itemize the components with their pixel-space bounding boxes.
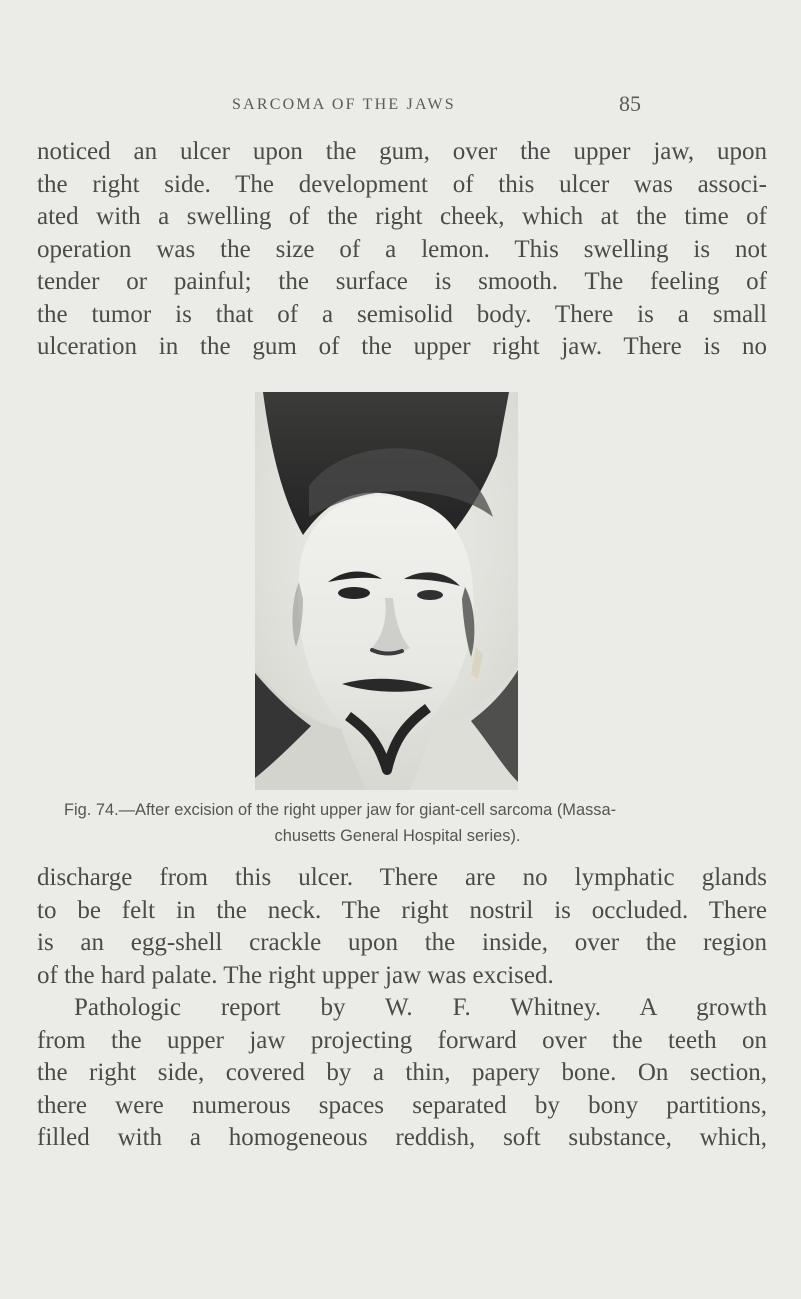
body-paragraph-bottom	[37, 862, 767, 1155]
text-line: there were numerous spaces separated by bony partitions,	[37, 1091, 767, 1119]
text-line: filled with a homogeneous reddish, soft substance, which,	[37, 1124, 767, 1151]
figure-caption	[64, 797, 731, 849]
right-eye	[417, 590, 443, 600]
running-head	[0, 91, 801, 120]
caption-line: chusetts General Hospital series).	[274, 827, 521, 845]
patient-photograph	[255, 392, 518, 790]
text-line: to be felt in the neck. The right nostril is occluded. There	[37, 896, 767, 924]
patient-portrait-illustration	[255, 392, 518, 790]
caption-line: Fig. 74.—After excision of the right upper jaw for giant-cell sarcoma (Massa-	[64, 801, 617, 819]
text-line: noticed an ulcer upon the gum, over the upper jaw, upon	[37, 138, 767, 165]
text-line: the tumor is that of a semisolid body. There is a small	[37, 300, 767, 328]
text-line: ulceration in the gum of the upper right jaw. There is no	[37, 333, 767, 360]
text-line: operation was the size of a lemon. This swelling is not	[37, 235, 767, 263]
running-title: SARCOMA OF THE JAWS	[232, 96, 456, 113]
body-paragraph-top	[37, 136, 767, 364]
text-line: from the upper jaw projecting forward over the teeth on	[37, 1026, 767, 1054]
text-line: Pathologic report by W. F. Whitney. A growth	[74, 994, 767, 1021]
text-line: tender or painful; the surface is smooth. The feeling of	[37, 268, 767, 295]
left-eye	[338, 587, 370, 599]
text-line: of the hard palate. The right upper jaw was excised.	[37, 961, 554, 989]
text-line: is an egg-shell crackle upon the inside, over the region	[37, 929, 767, 956]
text-line: discharge from this ulcer. There are no lymphatic glands	[37, 864, 767, 891]
page-number: 85	[619, 91, 641, 116]
text-line: the right side. The development of this ulcer was associ-	[37, 170, 767, 198]
text-line: the right side, covered by a thin, papery bone. On section,	[37, 1059, 767, 1086]
text-line: ated with a swelling of the right cheek, which at the time of	[37, 203, 767, 230]
